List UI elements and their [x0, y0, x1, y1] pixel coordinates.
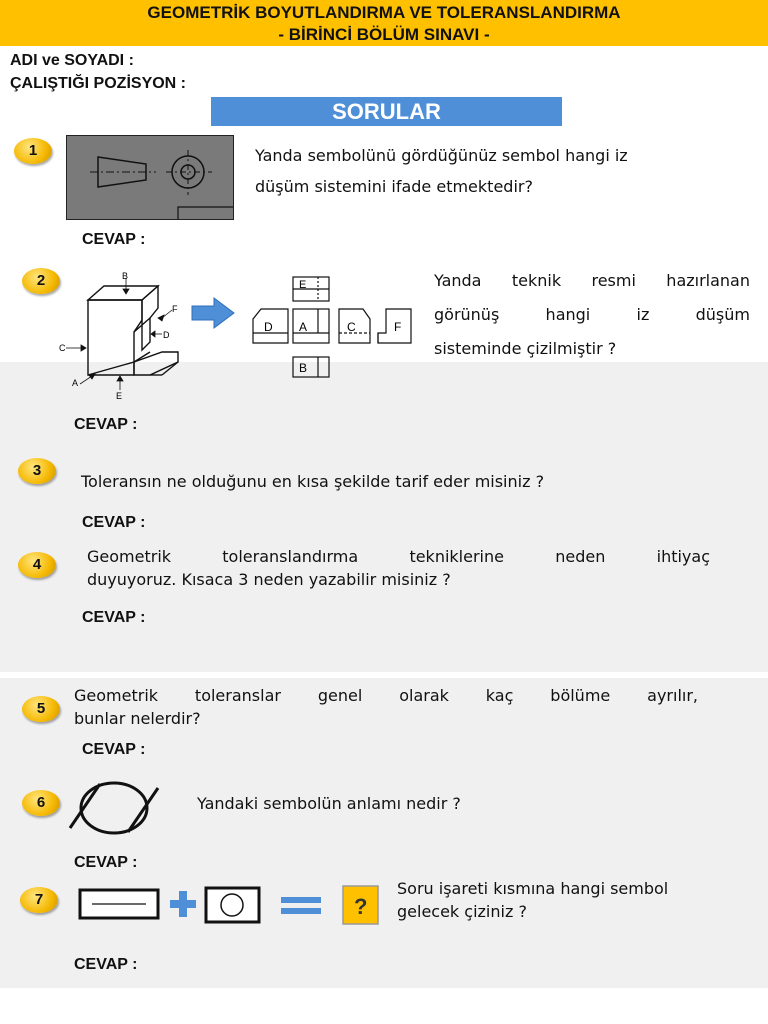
question-2-text: Yanda teknik resmi hazırlanan görünüş hangi iz düşüm sisteminde çizilmiştir ? [434, 271, 750, 358]
position-label: ÇALIŞTIĞI POZİSYON : [10, 75, 187, 92]
question-number-badge: 2 [22, 268, 60, 294]
view-label-a: A [299, 320, 308, 334]
answer-label-1: CEVAP : [82, 231, 146, 248]
question-number-badge: 3 [18, 458, 56, 484]
question-7-text: Soru işareti kısmına hangi sembol gelecek çiziniz ? [397, 879, 669, 921]
symbol-equation-figure [78, 882, 380, 930]
question-number-badge: 6 [22, 790, 60, 816]
answer-label-7: CEVAP : [74, 956, 138, 973]
question-6-text: Yandaki sembolün anlamı nedir ? [197, 794, 461, 813]
view-label-f: F [394, 320, 402, 334]
question-mark-icon: ? [354, 894, 368, 919]
question-number-badge: 5 [22, 696, 60, 722]
answer-label-2: CEVAP : [74, 416, 138, 433]
header-subtitle: - BİRİNCİ BÖLÜM SINAVI - [278, 25, 490, 44]
view-label-c: C [347, 320, 356, 334]
circularity-symbol-icon [66, 778, 162, 838]
right-arrow-icon [192, 298, 234, 328]
question-4-text: Geometrik toleranslandırma tekniklerine neden ihtiyaç duyuyoruz. Kısaca 3 neden yazabilir misiniz ? [87, 547, 710, 589]
answer-label-6: CEVAP : [74, 854, 138, 871]
iso-label-f: F [172, 304, 178, 314]
isometric-part-figure [58, 270, 188, 400]
iso-label-c: C [59, 343, 66, 353]
view-label-b: B [299, 361, 308, 375]
iso-label-a: A [72, 378, 79, 388]
section-title: SORULAR [211, 97, 562, 126]
iso-label-b: B [122, 271, 129, 281]
question-number-badge: 1 [14, 138, 52, 164]
header-title: GEOMETRİK BOYUTLANDIRMA VE TOLERANSLANDIRMA [147, 3, 621, 22]
question-1-text: Yanda sembolünü gördüğünüz sembol hangi iz düşüm sistemini ifade etmektedir? [255, 146, 628, 196]
question-number-badge: 4 [18, 552, 56, 578]
question-number-badge: 7 [20, 887, 58, 913]
view-label-d: D [264, 320, 273, 334]
answer-label-4: CEVAP : [82, 609, 146, 626]
orthographic-views-figure [250, 275, 415, 380]
question-5-text: Geometrik toleranslar genel olarak kaç bölüme ayrılır, bunlar nelerdir? [74, 686, 698, 728]
iso-label-e: E [116, 391, 123, 401]
view-label-e: E [299, 279, 307, 291]
name-label: ADI ve SOYADI : [10, 52, 134, 69]
answer-label-5: CEVAP : [82, 741, 146, 758]
answer-label-3: CEVAP : [82, 514, 146, 531]
iso-label-d: D [163, 330, 170, 340]
exam-header [0, 0, 768, 46]
projection-symbol-figure [66, 135, 234, 220]
question-3-text: Toleransın ne olduğunu en kısa şekilde tarif eder misiniz ? [81, 472, 545, 491]
